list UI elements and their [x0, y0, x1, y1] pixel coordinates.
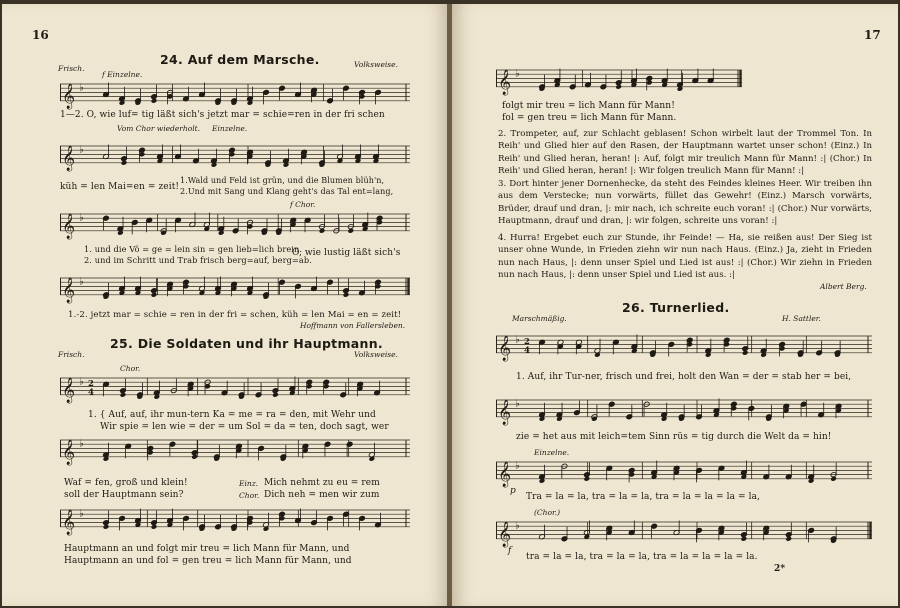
verse-2: 2. Trompeter, auf, zur Schlacht geblasen! Schon wirbelt laut der Trommel Ton. In Reih' und Glied hier auf den Rasen, der Hauptmann wartet unser schon! (Einz.) In Reih' und Glied heran, heran! |: Auf, folgt mir treulich Mann für Mann! :| (Chor.) In Reih' und Glied heran, heran! |: Wir folgen treulich Mann für Mann! :|: [498, 129, 872, 176]
svg-text:♭: ♭: [515, 398, 520, 410]
tempo-marking: Frisch.: [58, 64, 85, 73]
svg-text:♭: ♭: [79, 508, 84, 520]
lyric-line: Wir spie = len wie = der = um Sol = da = ten, doch sagt, wer: [100, 422, 389, 432]
svg-text:𝄞: 𝄞: [62, 509, 76, 535]
left-page: [2, 4, 448, 606]
verse-3: 3. Dort hinter jener Dornenhecke, da steht des Feindes kleines Heer. Wir treiben ihn aus dem Verstecke; nun vorwärts, füllet das Gewehr! (Einz.) Marsch vorwärts, Brüder, drauf und dran, |: mir nach, ich schreite euch voran! :| (Chor.) Nur vorwärts, Hauptmann, drauf und dran, |: wir folgen, schreite uns voran! :|: [498, 179, 872, 226]
music-staff: [60, 370, 410, 404]
performance-note: Einz.: [239, 479, 259, 488]
svg-text:𝄞: 𝄞: [62, 83, 76, 109]
verse-text: [498, 128, 872, 177]
svg-text:2: 2: [524, 336, 530, 347]
lyric-line: Dich neh = men wir zum: [264, 490, 380, 500]
performance-note: f Chor.: [290, 200, 316, 209]
composer: Volksweise.: [354, 350, 398, 359]
svg-text:𝄞: 𝄞: [62, 145, 76, 171]
performance-note: (Chor.): [534, 508, 561, 517]
tempo-marking: Frisch.: [58, 350, 85, 359]
verse-4: 4. Hurra! Ergebet euch zur Stunde, ihr Feinde! — Ha, sie reißen aus! Der Sieg ist unser ohne Wunde, in Frieden ziehn wir nun nach Haus. (Einz.) Ja, zieht in Frieden nun nach Haus, |: denn unser Spiel und Lied ist aus! :| (Chor.) Wir ziehn in Frieden nun nach Haus, |: denn unser Spiel und Lied ist aus. :|: [498, 233, 872, 280]
lyric-line: 1. und die Vö = ge = lein sin = gen lieb=lich brein.: [84, 244, 303, 254]
lyric-line: folgt mir treu = lich Mann für Mann!: [502, 101, 675, 111]
lyric-line: Hauptmann an und fol = gen treu = lich Mann für Mann, und: [64, 556, 352, 566]
svg-text:♭: ♭: [79, 144, 84, 156]
lyric-line: 1—2. O, wie luf= tig läßt sich's jetzt mar = schie=ren in der fri schen: [60, 110, 385, 120]
music-staff: [496, 328, 872, 362]
svg-text:𝄞: 𝄞: [498, 69, 512, 95]
lyric-line: 1.-2. jetzt mar = schie = ren in der fri = schen, küh = len Mai = en = zeit!: [68, 310, 402, 320]
verse-text: [498, 178, 872, 227]
svg-text:4: 4: [88, 387, 94, 398]
svg-text:♭: ♭: [79, 276, 84, 288]
page-number: 16: [32, 28, 49, 42]
lyric-line: 1. { Auf, auf, ihr mun-tern Ka = me = ra = den, mit Wehr und: [88, 410, 376, 420]
music-staff: [496, 514, 872, 548]
lyric-line: tra = la = la, tra = la = la, tra = la = la = la = la.: [526, 552, 758, 562]
music-staff: [496, 454, 872, 488]
author-credit: Albert Berg.: [820, 282, 867, 291]
song-title: 24. Auf dem Marsche.: [160, 52, 320, 67]
verse-text: [498, 232, 872, 281]
composer: Volksweise.: [354, 60, 398, 69]
page-number: 17: [864, 28, 881, 42]
svg-text:2: 2: [88, 378, 94, 389]
svg-text:𝄞: 𝄞: [498, 335, 512, 361]
lyric-line: 2. und im Schritt und Trab frisch berg=auf, berg=ab.: [84, 255, 312, 265]
svg-text:♭: ♭: [515, 520, 520, 532]
svg-text:𝄞: 𝄞: [498, 399, 512, 425]
composer: H. Sattler.: [782, 314, 821, 323]
svg-text:𝄞: 𝄞: [62, 213, 76, 239]
svg-text:♭: ♭: [79, 212, 84, 224]
lyric-line: küh = len Mai=en = zeit!: [60, 182, 180, 192]
svg-text:4: 4: [524, 345, 530, 356]
lyric-line: Tra = la = la, tra = la = la, tra = la = la = la = la,: [526, 492, 760, 502]
lyric-line: O, wie lustig läßt sich's: [292, 248, 401, 258]
lyric-line: 1. Auf, ihr Tur-ner, frisch und frei, holt den Wan = der = stab her = bei,: [516, 372, 852, 382]
music-staff: [60, 432, 410, 466]
performance-note: Vom Chor wiederholt.: [117, 124, 201, 133]
lyric-line: fol = gen treu = lich Mann für Mann.: [502, 113, 677, 123]
tempo-marking: Marschmäßig.: [512, 314, 567, 323]
svg-text:𝄞: 𝄞: [498, 521, 512, 547]
performance-note: Chor.: [239, 491, 260, 500]
svg-text:♭: ♭: [515, 334, 520, 346]
lyric-line: zie = het aus mit leich=tem Sinn rüs = tig durch die Welt da = hin!: [516, 432, 832, 442]
song-title: 26. Turnerlied.: [622, 300, 730, 315]
svg-text:𝄞: 𝄞: [498, 461, 512, 487]
lyric-line: Hauptmann an und folgt mir treu = lich Mann für Mann, und: [64, 544, 350, 554]
performance-note: Einzelne.: [534, 448, 570, 457]
dynamic-marking: f: [508, 546, 512, 556]
lyric-line: Waf = fen, groß und klein!: [64, 478, 188, 488]
dynamic-marking: p: [510, 486, 516, 496]
performance-note: Chor.: [120, 364, 141, 373]
svg-text:♭: ♭: [515, 460, 520, 472]
svg-text:♭: ♭: [79, 438, 84, 450]
lyric-line: soll der Hauptmann sein?: [64, 490, 184, 500]
lyric-line: 2.Und mit Sang und Klang geht's das Tal ent=lang,: [180, 187, 394, 196]
music-staff: [60, 138, 410, 172]
music-staff: [60, 270, 410, 304]
svg-text:♭: ♭: [79, 82, 84, 94]
lyric-line: 1.Wald und Feld ist grün, und die Blumen blüh'n,: [180, 176, 385, 185]
printer-signature: 2*: [774, 564, 786, 574]
music-staff: [496, 392, 872, 426]
performance-note: Einzelne.: [212, 124, 248, 133]
music-staff: [496, 62, 742, 96]
svg-text:♭: ♭: [79, 376, 84, 388]
song-title: 25. Die Soldaten und ihr Hauptmann.: [110, 336, 383, 351]
music-staff: [60, 502, 410, 536]
right-page: [452, 4, 898, 606]
lyric-line: Mich nehmt zu eu = rem: [264, 478, 380, 488]
svg-text:♭: ♭: [515, 68, 520, 80]
svg-text:𝄞: 𝄞: [62, 277, 76, 303]
author-credit: Hoffmann von Fallersleben.: [300, 321, 406, 330]
svg-text:𝄞: 𝄞: [62, 377, 76, 403]
music-staff: [60, 76, 410, 110]
music-staff: [60, 206, 410, 240]
dynamic-marking: f Einzelne.: [102, 70, 143, 79]
svg-text:𝄞: 𝄞: [62, 439, 76, 465]
